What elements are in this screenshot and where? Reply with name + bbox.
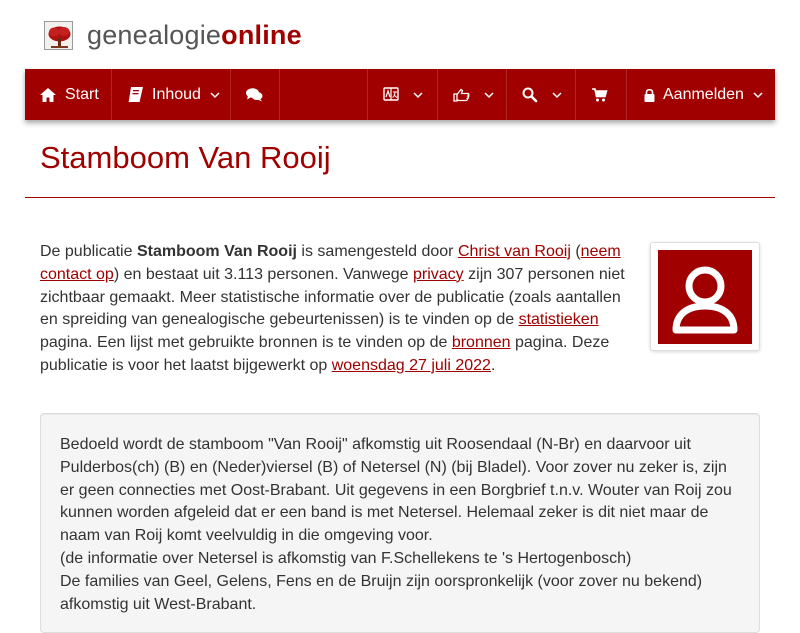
share-icon	[453, 88, 470, 102]
nav-search[interactable]	[507, 69, 576, 120]
page-title: Stamboom Van Rooij	[40, 140, 331, 175]
site-logo[interactable]	[44, 18, 302, 52]
language-icon	[383, 87, 399, 103]
description-paragraph: Bedoeld wordt de stamboom "Van Rooij" afkomstig uit Roosendaal (N-Br) en daarvoor uit Pulderbos(ch) (B) en (Neder)viersel (B) of Netersel (N) (bij Bladel). Voor zover nu zeker is, zijn er geen connecties met Oost-Brabant. Uit gegevens in een Borgbrief t.n.v. Wouter van Roij zou kunnen worden afgeleid dat er een band is met Netersel. Helemaal zeker is dit niet maar de naam van Roij komt veelvuldig in die omgeving voor.	[60, 436, 732, 545]
main-navbar	[25, 69, 775, 120]
publication-name: Stamboom Van Rooij	[136, 243, 297, 260]
nav-share[interactable]	[438, 69, 507, 120]
chevron-down-icon	[413, 92, 423, 98]
title-divider	[25, 197, 775, 198]
chevron-down-icon	[484, 92, 494, 98]
nav-comments[interactable]	[231, 69, 280, 120]
last-updated-link[interactable]: woensdag 27 juli 2022	[331, 356, 491, 374]
nav-login[interactable]: Aanmelden	[627, 69, 775, 120]
chevron-down-icon	[753, 92, 763, 98]
logo-text: genealogieonline	[87, 20, 302, 50]
cart-icon	[592, 88, 607, 102]
search-icon	[522, 87, 537, 102]
author-avatar-card[interactable]	[650, 242, 760, 351]
author-link[interactable]: Christ van Rooij	[457, 243, 571, 260]
publication-intro: De publicatie Stamboom Van Rooij is samengesteld door Christ van Rooij (neem contact op) en bestaat uit 3.113 personen. Vanwege privacy zijn 307 personen niet zichtbaar gemaakt. Meer statistische informatie over de publicatie (zoals aantallen en spreiding van genealogische gebeurtenissen) is te vinden op de statistieken pagina. Een lijst met gebruikte bronnen is te vinden op de bronnen pagina. Deze publicatie is voor het laatst bijgewerkt op woensdag 27 juli 2022.	[40, 243, 625, 374]
nav-language[interactable]	[368, 69, 438, 120]
comments-icon	[246, 88, 263, 102]
chevron-down-icon	[210, 92, 220, 98]
nav-start[interactable]: Start	[25, 69, 112, 120]
chevron-down-icon	[552, 92, 562, 98]
tree-icon	[44, 21, 73, 50]
home-icon	[40, 88, 56, 102]
nav-cart[interactable]	[576, 69, 627, 120]
user-avatar-icon	[658, 250, 752, 344]
description-paragraph: De families van Geel, Gelens, Fens en de Bruijn zijn oorspronkelijk (voor zover nu bekend) afkomstig uit West-Brabant.	[60, 572, 703, 613]
lock-icon	[644, 88, 655, 102]
privacy-link[interactable]: privacy	[413, 265, 464, 283]
publication-description	[40, 413, 760, 633]
statistics-link[interactable]: statistieken	[518, 311, 599, 329]
book-icon	[128, 87, 143, 102]
sources-link[interactable]: bronnen	[451, 334, 511, 352]
contact-link[interactable]: neem contact op	[40, 243, 621, 283]
nav-inhoud[interactable]: Inhoud	[112, 69, 231, 120]
description-paragraph: (de informatie over Netersel is afkomstig van F.Schellekens te 's Hertogenbosch)	[60, 549, 632, 567]
